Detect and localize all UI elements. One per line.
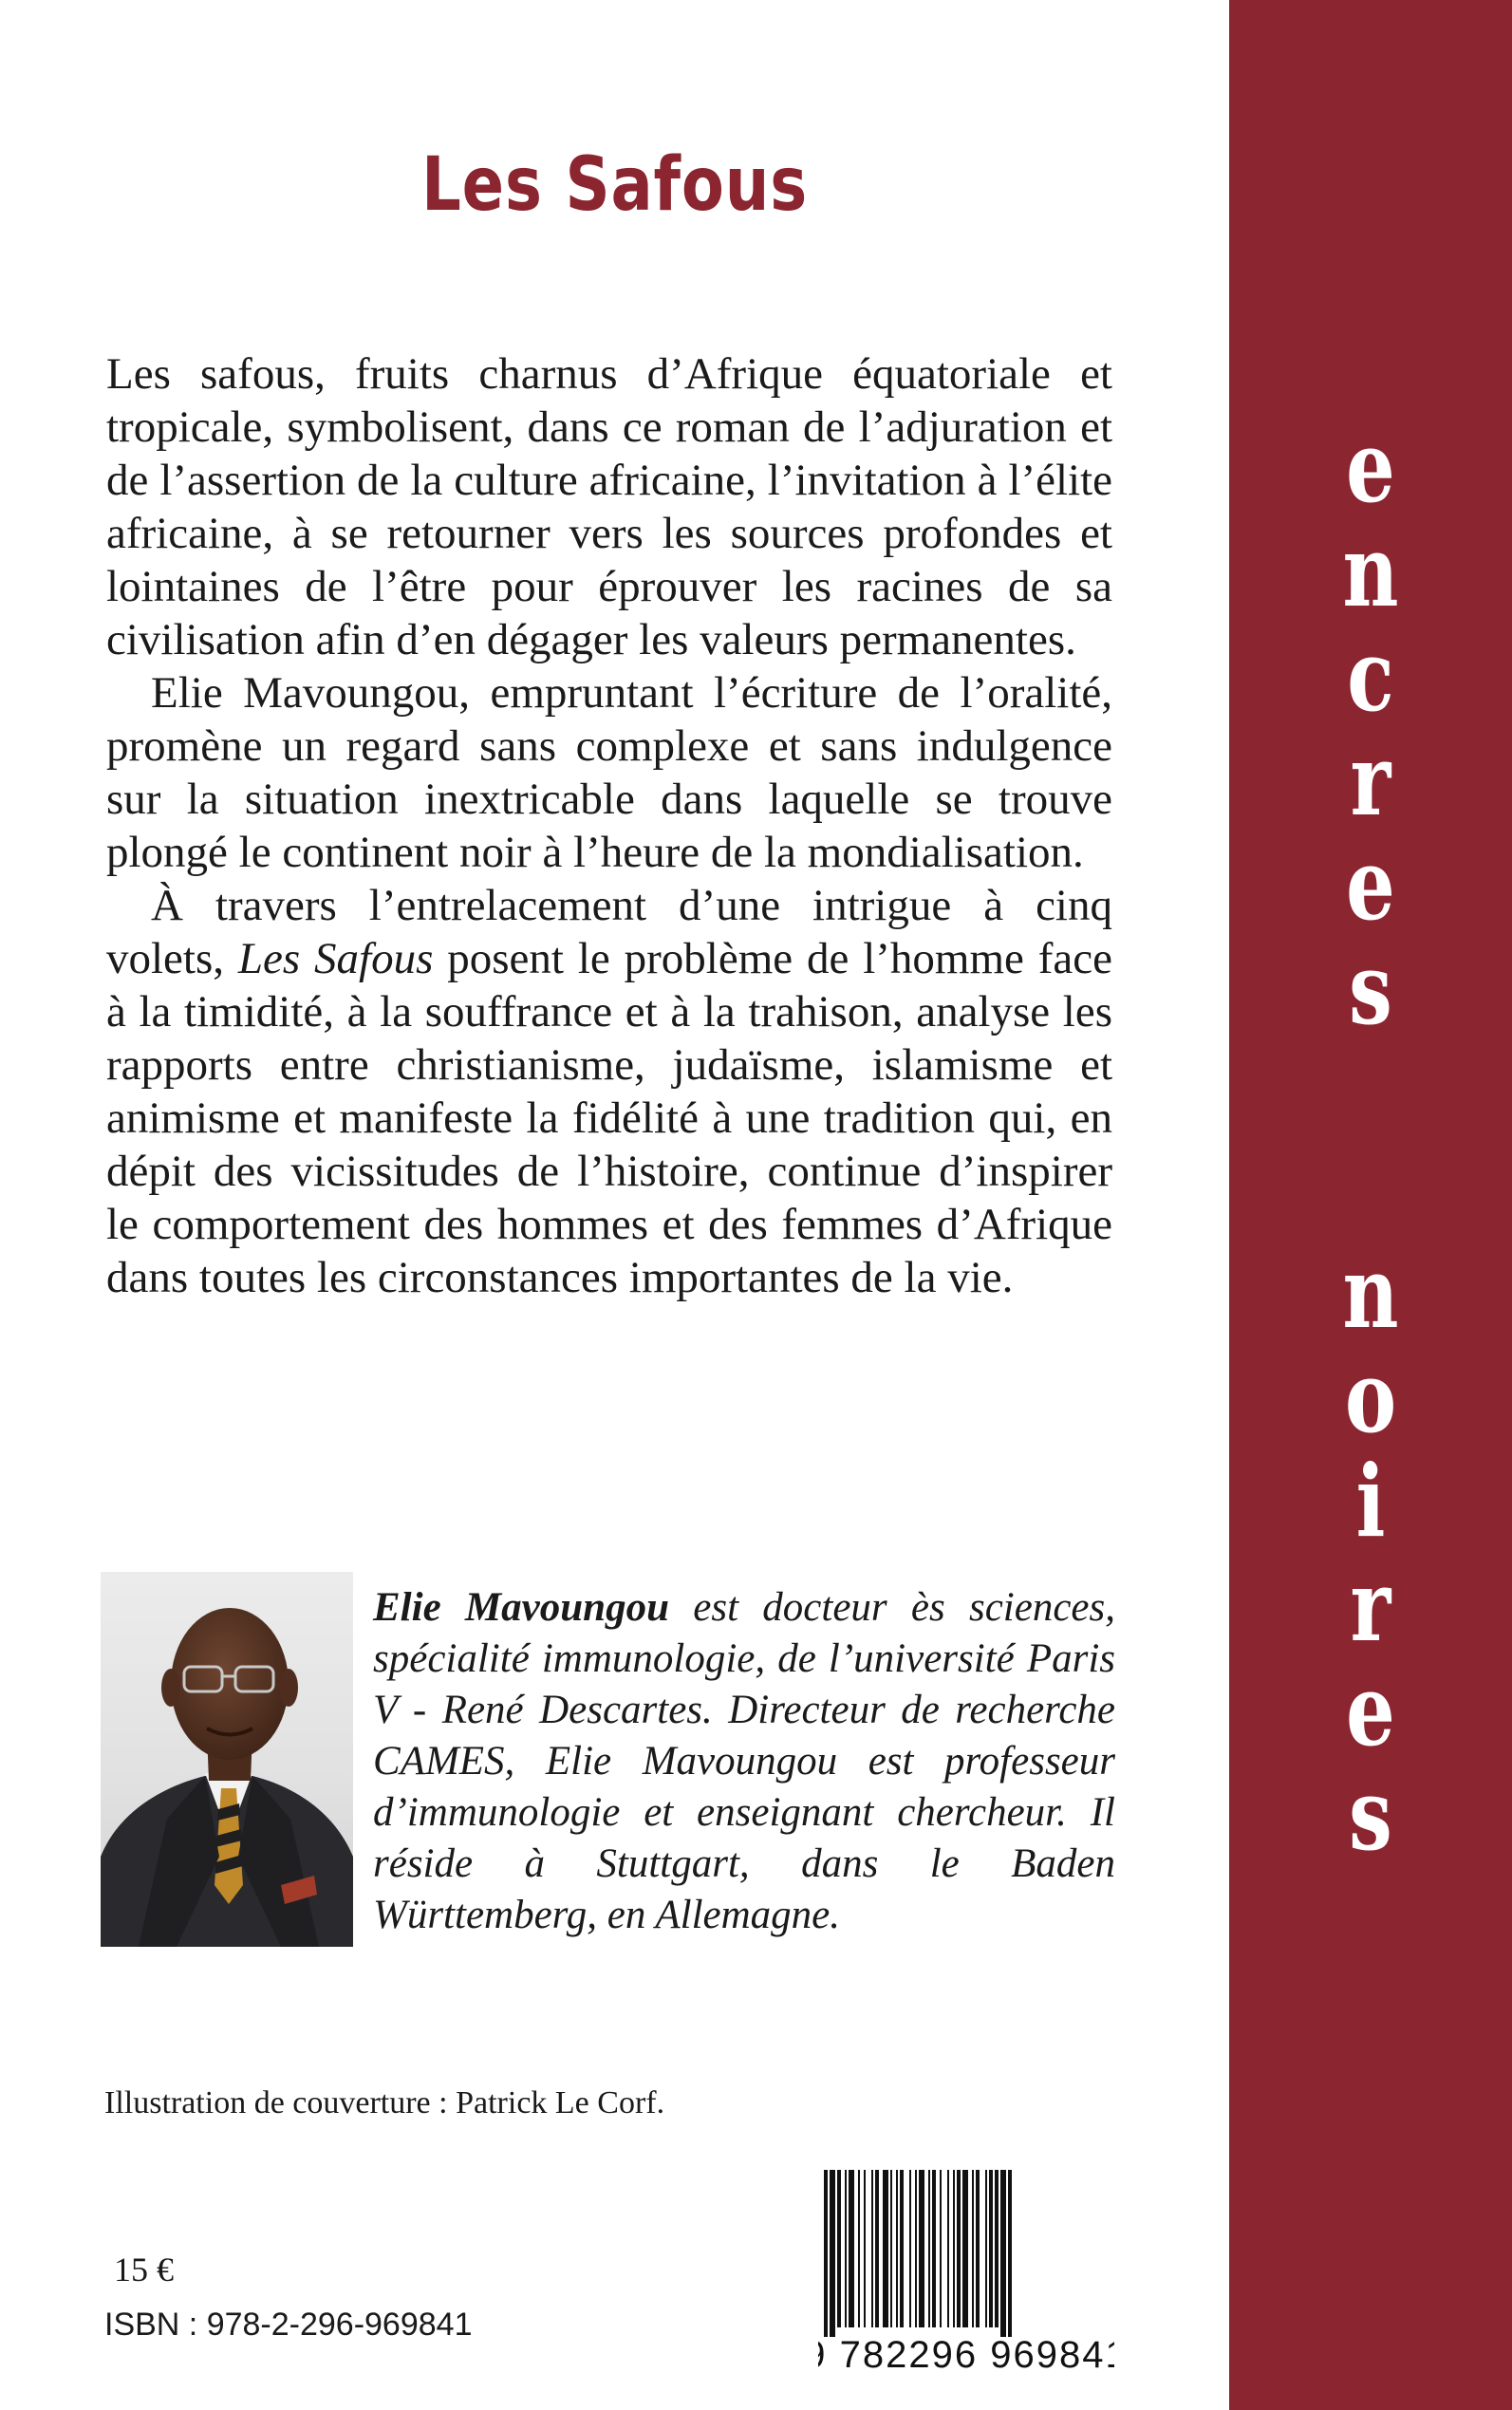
barcode-bar — [995, 2170, 999, 2327]
barcode-bar — [915, 2170, 917, 2327]
series-letter: r — [1350, 721, 1391, 838]
price: 15 € — [114, 2251, 174, 2289]
author-bio — [373, 1582, 1115, 1941]
blurb-paragraph — [106, 879, 1112, 1304]
series-letter: c — [1347, 617, 1394, 734]
book-title: Les Safous — [421, 142, 809, 228]
series-letter: o — [1344, 1338, 1397, 1455]
barcode-bar — [1000, 2170, 1006, 2337]
barcode-bar — [962, 2170, 968, 2327]
blurb-paragraph: Les safous, fruits charnus d’Afrique équatoriale et tropicale, symbolisent, dans ce roman de l’adjuration et de l’assertion de la culture africaine, l’invitation à l’élite africaine, à se retourner vers les sources profondes et lointaines de l’être pour éprouver les racines de sa civilisation afin d’en dégager les valeurs permanentes. — [106, 349, 1112, 664]
series-letter: e — [1346, 1652, 1395, 1768]
barcode-bar — [837, 2170, 841, 2327]
barcode-bar — [849, 2170, 854, 2327]
barcode-bar — [932, 2170, 936, 2327]
barcode-bar — [864, 2170, 866, 2327]
barcode-bar — [940, 2170, 942, 2327]
series-letter: e — [1346, 826, 1395, 943]
illustration-credit: Illustration de couverture : Patrick Le Corf. — [104, 2085, 665, 2120]
barcode — [818, 2166, 1114, 2375]
series-letter: r — [1350, 1547, 1391, 1664]
author-bio-text: est docteur ès sciences, spécialité immunologie, de l’université Paris V - René Descartes. Directeur de recherche CAMES, Elie Mavoungou est professeur d’immunologie et enseignant chercheur. Il réside à Stuttgart, dans le Baden Württemberg, en Allemagne. — [373, 1585, 1115, 1937]
barcode-bar — [890, 2170, 892, 2327]
barcode-digits: 9 782296 969841 — [818, 2334, 1114, 2375]
barcode-bar — [909, 2170, 911, 2327]
barcode-bar — [1008, 2170, 1012, 2337]
barcode-bars — [818, 2166, 1114, 2375]
barcode-bar — [928, 2170, 930, 2327]
book-title-italic: Les Safous — [237, 934, 434, 983]
isbn: ISBN : 978-2-296-969841 — [104, 2307, 473, 2343]
barcode-bar — [830, 2170, 835, 2337]
series-letter: s — [1349, 1756, 1392, 1873]
barcode-bar — [972, 2170, 974, 2327]
series-letter: n — [1342, 513, 1399, 629]
blurb — [106, 347, 1112, 1304]
barcode-bar — [824, 2170, 828, 2337]
barcode-bar — [871, 2170, 873, 2327]
barcode-bar — [953, 2170, 955, 2327]
series-letter: e — [1346, 408, 1395, 525]
barcode-bar — [989, 2170, 993, 2327]
barcode-bar — [957, 2170, 961, 2327]
blurb-text: posent le problème de l’homme face à la timidité, à la souffrance et à la trahison, analyse les rapports entre christianisme, judaïsme, islamisme et animisme et manifeste la fidélité à une tradition qui, en dépit des vicissitudes de l’histoire, continue d’inspirer le comportement des hommes et des femmes d’Afrique dans toutes les circonstances importantes de la vie. — [106, 934, 1112, 1302]
barcode-bar — [883, 2170, 888, 2327]
blurb-paragraph: Elie Mavoungou, empruntant l’écriture de l’oralité, promène un regard sans complexe et sans indulgence sur la situation inextricable dans laquelle se trouve plongé le continent noir à l’heure de la mondialisation. — [106, 668, 1112, 877]
series-sidebar — [1229, 0, 1512, 2410]
barcode-bar — [985, 2170, 987, 2327]
series-letter: i — [1355, 1443, 1386, 1560]
blurb-text: À travers l’entrelacement d’une intrigue à cinq volets, — [106, 881, 1112, 983]
series-letter: n — [1342, 1234, 1399, 1351]
barcode-bar — [976, 2170, 980, 2327]
barcode-bar — [858, 2170, 860, 2327]
author-name: Elie Mavoungou — [373, 1585, 669, 1630]
barcode-bar — [919, 2170, 924, 2327]
barcode-bar — [896, 2170, 898, 2327]
barcode-bar — [875, 2170, 879, 2327]
barcode-bar — [900, 2170, 904, 2327]
author-photo — [101, 1572, 353, 1947]
series-letter: s — [1349, 930, 1392, 1047]
barcode-bar — [845, 2170, 847, 2327]
barcode-bar — [947, 2170, 949, 2327]
